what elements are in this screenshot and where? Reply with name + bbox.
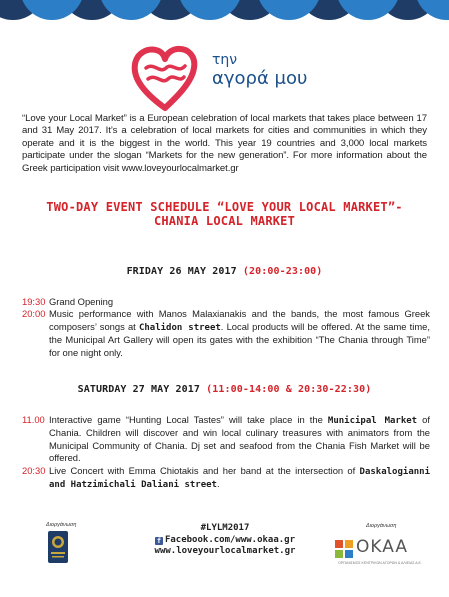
schedule-text bbox=[49, 465, 430, 492]
schedule-time: 11.00 bbox=[22, 414, 45, 425]
facebook-link[interactable]: Facebook.com/www.okaa.gr bbox=[164, 534, 296, 545]
schedule-item bbox=[22, 296, 430, 308]
facebook-link-row[interactable] bbox=[130, 535, 320, 547]
schedule-location: Daskalogianni and Hatzimichali Daliani street bbox=[49, 466, 430, 491]
schedule-text-post: . bbox=[216, 478, 220, 490]
schedule-text bbox=[49, 308, 430, 359]
schedule-text: Grand Opening bbox=[49, 296, 114, 307]
schedule-text-pre: Live Concert with Emma Chiotakis and her band at the intersection of bbox=[49, 464, 360, 476]
day2-date: SATURDAY 27 MAY 2017 bbox=[77, 384, 201, 395]
day1-date: FRIDAY 26 MAY 2017 bbox=[126, 266, 237, 277]
footer-contacts bbox=[130, 523, 320, 558]
day1-hours: (20:00-23:00) bbox=[242, 266, 323, 277]
event-title-line-1: TWO-DAY EVENT SCHEDULE “LOVE YOUR LOCAL MARKET”- bbox=[46, 200, 403, 214]
okaa-squares-icon bbox=[335, 540, 353, 558]
schedule-location: Chalidon street bbox=[138, 322, 221, 333]
logo-line-1: την bbox=[212, 52, 238, 68]
scalloped-top-border bbox=[0, 0, 449, 30]
okaa-wordmark: OKAA bbox=[356, 537, 408, 557]
organizer-label-right: Διοργάνωση bbox=[366, 523, 397, 529]
facebook-icon: f bbox=[156, 536, 162, 545]
organizer-label-left: Διοργάνωση bbox=[46, 522, 77, 528]
logo-wordmark bbox=[212, 52, 307, 90]
schedule-text-pre: Music performance with Manos Malaxianakis and the bands, the most famous Greek composers’ songs at bbox=[49, 308, 430, 332]
schedule-item bbox=[22, 465, 430, 492]
schedule-time: 19:30 bbox=[22, 296, 46, 307]
heart-logo-icon bbox=[130, 44, 200, 112]
schedule-text-post: . Local products will be offered. At the same time, the Municipal Art Gallery will open its gates with the exhibition “The Chania through Time” for one night only. bbox=[49, 320, 431, 358]
okaa-logo bbox=[335, 537, 425, 576]
logo-line-2: αγορά μου bbox=[212, 68, 308, 89]
intro-paragraph: “Love your Local Market” is a European celebration of local markets that takes place between 17 and 31 May 2017. It’s a celebration of local markets for cities and communities in which they operate and it is the biggest in the world. This year 19 countries and 3,000 local markets participate under the slogan “Markets for the new generation”. For more information about the Greek participation visit www.loveyourlocalmarket.gr bbox=[22, 113, 427, 174]
day1-heading bbox=[0, 266, 449, 277]
event-logo bbox=[130, 44, 330, 114]
day2-heading bbox=[0, 384, 449, 395]
schedule-item bbox=[22, 414, 430, 465]
event-title-line-2: CHANIA LOCAL MARKET bbox=[153, 214, 296, 228]
schedule-time: 20:30 bbox=[22, 464, 46, 476]
hashtag: #LYLM2017 bbox=[200, 523, 250, 533]
day1-schedule bbox=[22, 296, 430, 359]
day2-schedule bbox=[22, 414, 430, 491]
website-link[interactable]: www.loveyourlocalmarket.gr bbox=[154, 546, 296, 556]
schedule-text bbox=[49, 414, 430, 465]
event-title bbox=[30, 200, 419, 228]
municipality-emblem-icon bbox=[47, 530, 69, 564]
okaa-subtitle: ΟΡΓΑΝΙΣΜΟΣ ΚΕΝΤΡΙΚΩΝ ΑΓΟΡΩΝ & ΑΛΙΕΙΑΣ Α.Ε. bbox=[338, 561, 422, 565]
schedule-time: 20:00 bbox=[22, 308, 46, 320]
schedule-location: Municipal Market bbox=[327, 416, 418, 426]
day2-hours: (11:00-14:00 & 20:30-22:30) bbox=[206, 384, 372, 395]
schedule-text-pre: Interactive game “Hunting Local Tastes” will take place in the bbox=[49, 414, 328, 425]
schedule-text-post: of Chania. Children will discover and win local culinary treasures with animators from the Municipal Community of Chania. Dj set and seafood from the Chania Fish Market will be offered. bbox=[49, 414, 430, 464]
schedule-item bbox=[22, 308, 430, 359]
